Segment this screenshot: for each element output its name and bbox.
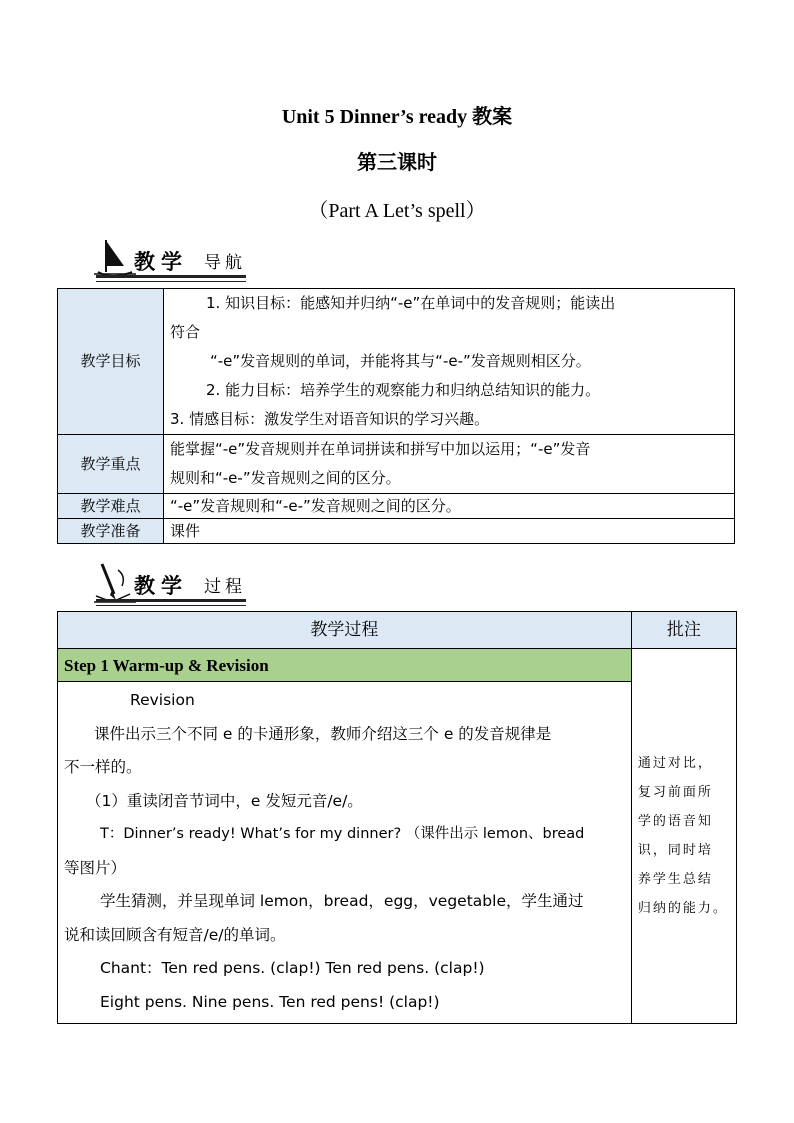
note-line: 识，同时培 (637, 843, 713, 858)
lesson-part: （Part A Let’s spell） (308, 200, 486, 222)
text-line: T：Dinner’s ready! What’s for my dinner? （课件出示 lemon、bread (100, 826, 585, 842)
table-row (58, 435, 735, 494)
row-header: 教学目标 (58, 289, 164, 435)
document-title: Unit 5 Dinner’s ready 教案 (281, 106, 513, 128)
table-row (58, 494, 735, 519)
table-row (58, 289, 735, 435)
section-underline (96, 599, 246, 602)
table-row (58, 649, 737, 682)
text-line: （1）重读闭音节词中，e 发短元音/e/。 (86, 791, 363, 810)
teaching-nav-table (57, 288, 735, 544)
section-title-sub: 导航 (204, 253, 246, 273)
note-line: 通过对比， (637, 756, 713, 771)
table-row (58, 519, 735, 544)
text-line: 等图片） (64, 858, 127, 877)
column-header-notes: 批注 (631, 612, 736, 649)
row-header: 教学难点 (58, 494, 164, 519)
row-content (164, 519, 735, 544)
text-line: Eight pens. Nine pens. Ten red pens! (clap!) (100, 992, 440, 1011)
section-title-main: 教学 (134, 574, 188, 598)
text-line: 不一样的。 (64, 758, 142, 776)
text-line: Chant：Ten red pens. (clap!) Ten red pens. (clap!) (100, 959, 485, 977)
notes-cell (631, 649, 736, 1024)
row-content (164, 289, 735, 435)
teaching-process-table (57, 611, 737, 1024)
text-line: 能掌握“-e”发音规则并在单词拼读和拼写中加以运用；“-e”发音 (170, 440, 591, 458)
section-underline-thin (96, 605, 246, 606)
text-line: 2. 能力目标：培养学生的观察能力和归纳总结知识的能力。 (206, 381, 601, 399)
text-line: 规则和“-e-”发音规则之间的区分。 (170, 469, 401, 487)
text-line: 3. 情感目标：激发学生对语音知识的学习兴趣。 (170, 410, 490, 428)
note-line: 复习前面所 (637, 785, 713, 800)
text-line: 学生猜测，并呈现单词 lemon，bread，egg，vegetable，学生通过 (100, 892, 584, 910)
section-underline-thin (96, 281, 246, 282)
text-line: Revision (130, 691, 195, 709)
step-heading: Step 1 Warm-up & Revision (58, 649, 632, 682)
row-header: 教学重点 (58, 435, 164, 494)
note-line: 养学生总结 (637, 872, 713, 887)
section-title-sub: 过程 (204, 577, 246, 597)
text-line: 1. 知识目标：能感知并归纳“-e”在单词中的发音规则；能读出 (206, 294, 616, 312)
section-title-main: 教学 (134, 250, 188, 274)
text-line: “-e”发音规则和“-e-”发音规则之间的区分。 (170, 497, 461, 515)
note-line: 归纳的能力。 (637, 901, 728, 916)
row-content (164, 494, 735, 519)
row-content (164, 435, 735, 494)
text-line: 说和读回顾含有短音/e/的单词。 (64, 925, 286, 944)
lesson-number: 第三课时 (357, 152, 437, 174)
section-header-process (92, 560, 262, 606)
section-underline (96, 275, 246, 278)
text-line: 符合 (170, 323, 201, 341)
section-header-nav (92, 236, 262, 282)
text-line: 课件出示三个不同 e 的卡通形象，教师介绍这三个 e 的发音规律是 (94, 724, 552, 743)
column-header-process: 教学过程 (58, 612, 632, 649)
step-body (58, 682, 632, 1024)
text-line: 课件 (170, 522, 201, 540)
row-header: 教学准备 (58, 519, 164, 544)
note-line: 学的语音知 (637, 814, 713, 829)
table-header-row (58, 612, 737, 649)
text-line: “-e”发音规则的单词，并能将其与“-e-”发音规则相区分。 (210, 352, 591, 370)
